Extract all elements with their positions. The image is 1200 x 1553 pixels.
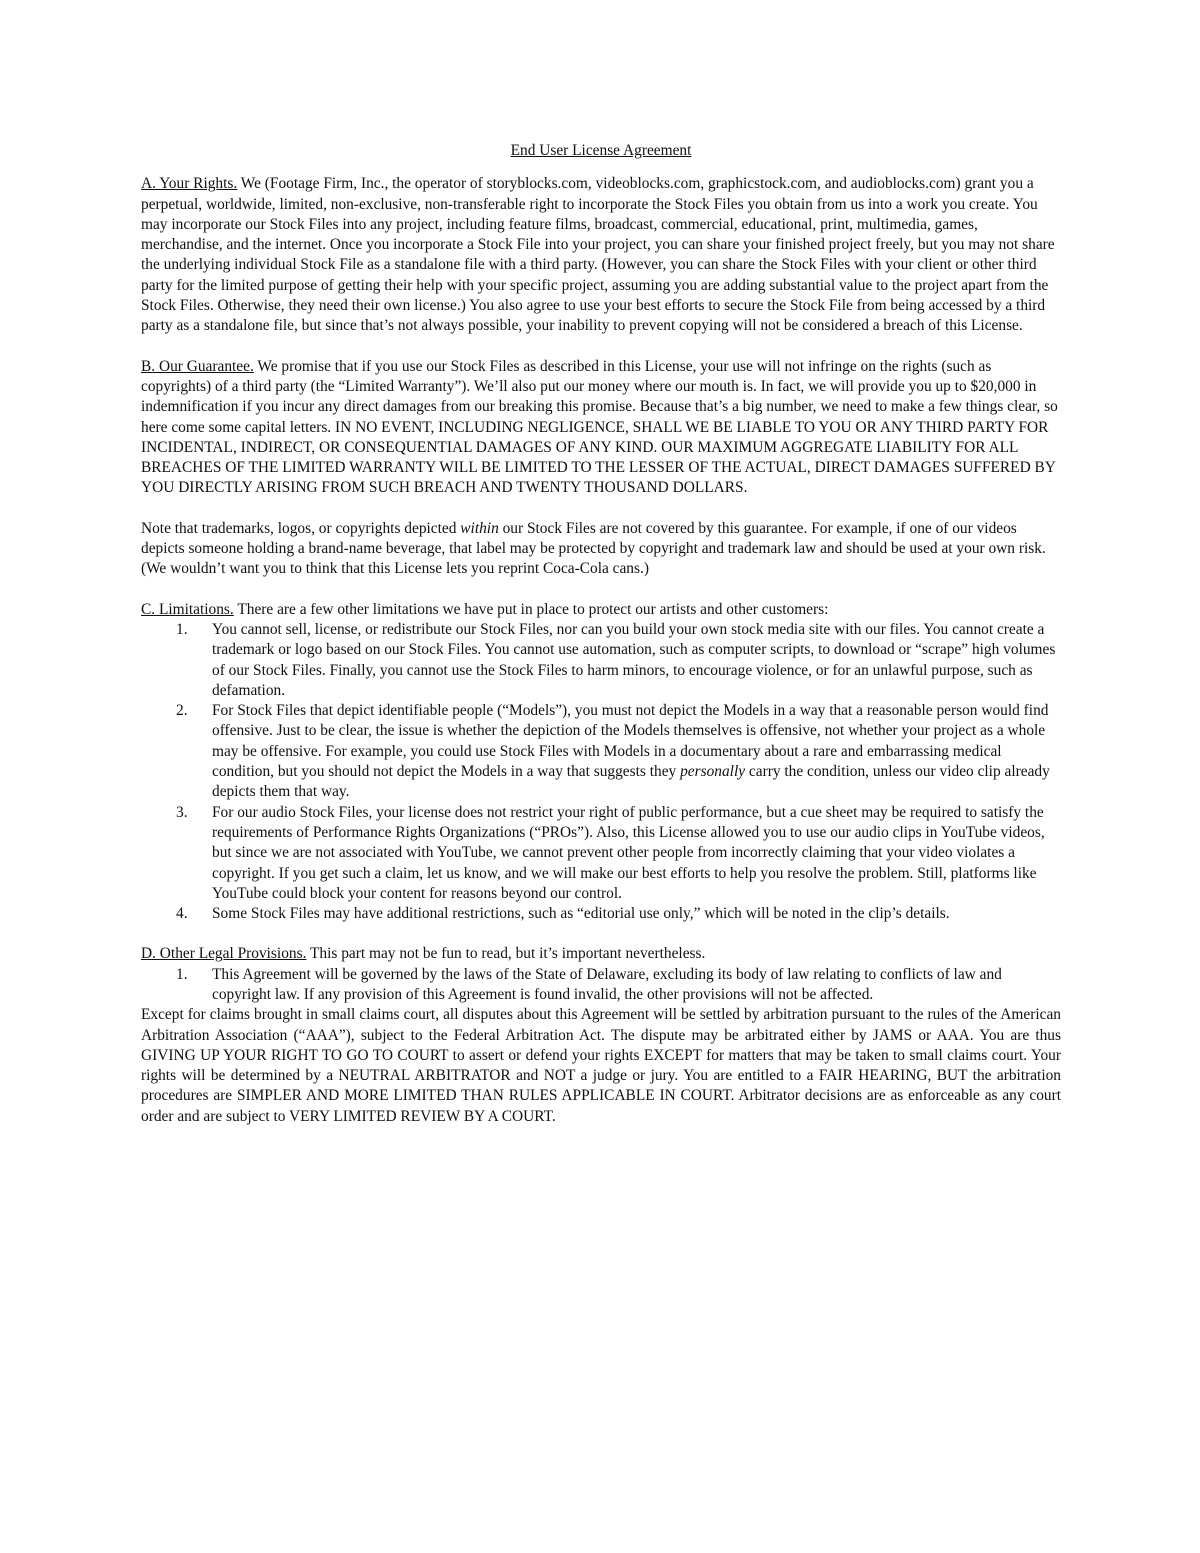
section-your-rights [141, 174, 1061, 336]
section-body: This part may not be fun to read, but it’s important nevertheless. [306, 945, 706, 963]
list-item-text: carry the condition, unless our video clip already depicts them that way. [212, 763, 1050, 801]
document-page [141, 141, 1061, 1127]
list-item-text: This Agreement will be governed by the laws of the State of Delaware, excluding its body of law relating to conflicts of law and copyright law. If any provision of this Agreement is found invalid, the other provisions will not be affected. [212, 965, 1002, 1003]
limitations-intro [141, 600, 1061, 620]
list-number: 2. [176, 702, 188, 720]
list-item-emphasis: personally [680, 763, 746, 781]
note-emphasis: within [460, 519, 499, 537]
section-our-guarantee [141, 357, 1061, 499]
arbitration-paragraph: Except for claims brought in small claims court, all disputes about this Agreement will be settled by arbitration pursuant to the rules of the American Arbitration Association (“AAA”), subject to the Federal Arbitration Act. The dispute may be arbitrated either by JAMS or AAA. You are thus GIVING UP YOUR RIGHT TO GO TO COURT to assert or defend your rights EXCEPT for matters that may be taken to small claims court. Your rights will be determined by a NEUTRAL ARBITRATOR and NOT a judge or jury. You are entitled to a FAIR HEARING, BUT the arbitration procedures are SIMPLER AND MORE LIMITED THAN RULES APPLICABLE IN COURT. Arbitrator decisions are as enforceable as any court order and are subject to VERY LIMITED REVIEW BY A COURT. [141, 1006, 1061, 1125]
section-body: There are a few other limitations we have put in place to protect our artists and other customers: [233, 600, 829, 618]
section-heading: A. Your Rights. [141, 175, 238, 193]
note-text: our Stock Files are not covered by this guarantee. For example, if one of our videos depicts someone holding a brand-name beverage, that label may be protected by copyright and trademark law and should be used at your own risk. (We wouldn’t want you to think that this License lets you reprint Coca-Cola cans.) [141, 519, 1046, 578]
legal-list [141, 965, 1061, 1006]
list-number: 3. [176, 803, 188, 821]
list-item-text: For our audio Stock Files, your license does not restrict your right of public performance, but a cue sheet may be required to satisfy the requirements of Performance Rights Organizations (“PROs”). Also, this License allowed you to use our audio clips in YouTube videos, but since we are not associated with YouTube, we cannot prevent other people from incorrectly claiming that your video violates a copyright. If you get such a claim, let us know, and we will make our best efforts to help you resolve the problem. Still, platforms like YouTube could block your content for reasons beyond our control. [212, 803, 1045, 902]
section-body: We promise that if you use our Stock Files as described in this License, your use will not infringe on the rights (such as copyrights) of a third party (the “Limited Warranty”). We’ll also put our money where our mouth is. In fact, we will provide you up to $20,000 in indemnification if you incur any direct damages from our breaking this promise. Because that’s a big number, we need to make a few things clear, so here come some capital letters. IN NO EVENT, INCLUDING NEGLIGENCE, SHALL WE BE LIABLE TO YOU OR ANY THIRD PARTY FOR INCIDENTAL, INDIRECT, OR CONSEQUENTIAL DAMAGES OF ANY KIND. OUR MAXIMUM AGGREGATE LIABILITY FOR ALL BREACHES OF THE LIMITED WARRANTY WILL BE LIMITED TO THE LESSER OF THE ACTUAL, DIRECT DAMAGES SUFFERED BY YOU DIRECTLY ARISING FROM SUCH BREACH AND TWENTY THOUSAND DOLLARS. [141, 357, 1058, 497]
list-item [141, 965, 1061, 1006]
list-item-text: You cannot sell, license, or redistribute our Stock Files, nor can you build your own stock media site with our files. You cannot create a trademark or logo based on our Stock Files. You cannot use automation, such as computer scripts, to download or “scrape” high volumes of our Stock Files. Finally, you cannot use the Stock Files to harm minors, to encourage violence, or for an unlawful purpose, such as defamation. [212, 620, 1056, 699]
list-number: 1. [176, 620, 188, 638]
legal-intro [141, 944, 1061, 964]
list-item [141, 701, 1061, 802]
section-heading: D. Other Legal Provisions. [141, 945, 307, 963]
guarantee-note [141, 519, 1061, 580]
list-number: 1. [176, 965, 188, 983]
list-item-text: For Stock Files that depict identifiable people (“Models”), you must not depict the Models in a way that a reasonable person would find offensive. Just to be clear, the issue is whether the depiction of the Models themselves is offensive, not whether your project as a whole may be offensive. For example, you could use Stock Files with Models in a documentary about a rare and embarrassing medical condition, but you should not depict the Models in a way that suggests they [212, 702, 1049, 781]
list-number: 4. [176, 905, 188, 923]
section-heading: B. Our Guarantee. [141, 357, 254, 375]
list-item-text: Some Stock Files may have additional restrictions, such as “editorial use only,” which will be noted in the clip’s details. [212, 905, 950, 923]
section-body: We (Footage Firm, Inc., the operator of storyblocks.com, videoblocks.com, graphicstock.com, and audioblocks.com) grant you a perpetual, worldwide, limited, non-exclusive, non-transferable right to incorporate the Stock Files you obtain from us into a work you create. You may incorporate our Stock Files into any project, including feature films, broadcast, commercial, educational, print, multimedia, games, merchandise, and the internet. Once you incorporate a Stock File into your project, you can share your finished project freely, but you may not share the underlying individual Stock File as a standalone file with a third party. (However, you can share the Stock Files with your client or other third party for the limited purpose of getting their help with your specific project, assuming you are adding substantial value to the project apart from the Stock Files. Otherwise, they need their own license.) You also agree to use your best efforts to secure the Stock File from being accessed by a third party as a standalone file, but since that’s not always possible, your inability to prevent copying will not be considered a breach of this License. [141, 175, 1055, 335]
document-title: End User License Agreement [510, 142, 692, 159]
list-item [141, 803, 1061, 904]
section-limitations [141, 600, 1061, 925]
limitations-list [141, 620, 1061, 924]
section-heading: C. Limitations. [141, 600, 234, 618]
list-item [141, 904, 1061, 924]
note-text: Note that trademarks, logos, or copyrights depicted [141, 519, 461, 537]
list-item [141, 620, 1061, 701]
section-other-legal-provisions [141, 944, 1061, 1127]
